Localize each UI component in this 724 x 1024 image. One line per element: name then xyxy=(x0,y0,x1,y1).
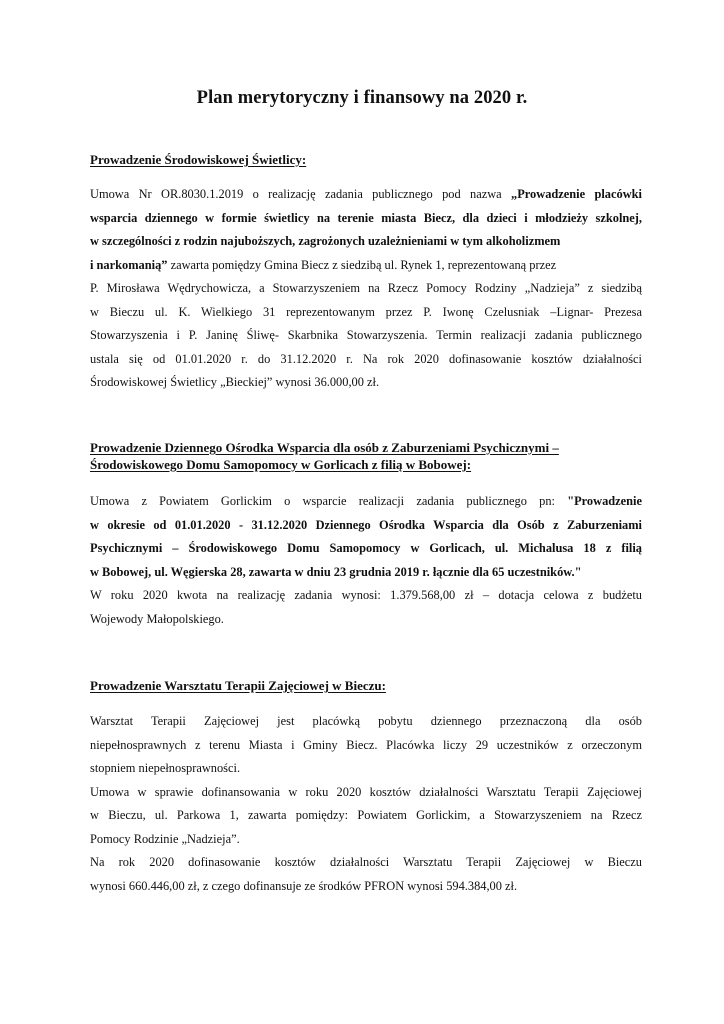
paragraph-line: w okresie od 01.01.2020 - 31.12.2020 Dziennego Ośrodka Wsparcia dla Osób z Zaburzeniami xyxy=(90,517,642,532)
paragraph-line: w szczególności z rodzin najuboższych, zagrożonych uzależnieniami w tym alkoholizmem xyxy=(90,234,561,248)
section-body-swietlica xyxy=(90,183,642,395)
paragraph-line: wsparcia dziennego w formie świetlicy na terenie miasta Biecz, dla dzieci i młodzieży szkolnej, xyxy=(90,210,642,225)
section-heading-warsztat: Prowadzenie Warsztatu Terapii Zajęciowej w Bieczu: xyxy=(90,678,386,693)
paragraph-line: Na rok 2020 dofinasowanie kosztów działalności Warsztatu Terapii Zajęciowej w Bieczu xyxy=(90,855,642,869)
paragraph-line: wynosi 660.446,00 zł, z czego dofinansuje ze środków PFRON wynosi 594.384,00 zł. xyxy=(90,878,518,893)
paragraph-line: Wojewody Małopolskiego. xyxy=(90,611,224,626)
paragraph-line: niepełnosprawnych z terenu Miasta i Gminy Biecz. Placówka liczy 29 uczestników z orzeczonym xyxy=(90,737,642,752)
paragraph-line: Umowa z Powiatem Gorlickim o wsparcie realizacji zadania publicznego pn: "Prowadzenie xyxy=(90,494,642,508)
paragraph-line: Umowa Nr OR.8030.1.2019 o realizację zadania publicznego pod nazwa „Prowadzenie placówki xyxy=(90,187,642,201)
section-body-warsztat xyxy=(90,710,642,898)
section-heading-osrodek-line1: Prowadzenie Dziennego Ośrodka Wsparcia dla osób z Zaburzeniami Psychicznymi – xyxy=(90,440,559,455)
paragraph-line: Warsztat Terapii Zajęciowej jest placówką pobytu dziennego przeznaczoną dla osób xyxy=(90,714,642,728)
paragraph-line: w Bieczu, ul. Parkowa 1, zawarta pomiędzy: Powiatem Gorlickim, a Stowarzyszeniem na Rzecz xyxy=(90,808,642,822)
paragraph-line: ustala się od 01.01.2020 r. do 31.12.2020 r. Na rok 2020 dofinasowanie kosztów działalności xyxy=(90,351,642,366)
paragraph-line: Środowiskowej Świetlicy „Bieckiej” wynosi 36.000,00 zł. xyxy=(90,375,380,389)
paragraph-line: w Bieczu ul. K. Wielkiego 31 reprezentowanym przez P. Iwonę Czelusniak –Lignar- Prezesa xyxy=(90,304,642,319)
paragraph-line: P. Mirosława Wędrychowicza, a Stowarzyszeniem na Rzecz Pomocy Rodziny „Nadzieja” z siedzibą xyxy=(90,281,642,295)
paragraph-line: Umowa w sprawie dofinansowania w roku 2020 kosztów działalności Warsztatu Terapii Zajęciowej xyxy=(90,784,642,799)
paragraph-line: W roku 2020 kwota na realizację zadania wynosi: 1.379.568,00 zł – dotacja celowa z budżetu xyxy=(90,588,642,602)
section-heading-osrodek-line2: Środowiskowego Domu Samopomocy w Gorlicach z filią w Bobowej: xyxy=(90,457,472,472)
paragraph-line: i narkomanią” zawarta pomiędzy Gmina Biecz z siedzibą ul. Rynek 1, reprezentowaną przez xyxy=(90,257,557,272)
paragraph-line: Stowarzyszenia i P. Janinę Śliwę- Skarbnika Stowarzyszenia. Termin realizacji zadania publicznego xyxy=(90,328,642,342)
paragraph-line: w Bobowej, ul. Węgierska 28, zawarta w dniu 23 grudnia 2019 r. łącznie dla 65 uczestników." xyxy=(90,564,582,579)
paragraph-line: Psychicznymi – Środowiskowego Domu Samopomocy w Gorlicach, ul. Michalusa 18 z filią xyxy=(90,541,642,555)
document-title: Plan merytoryczny i finansowy na 2020 r. xyxy=(196,88,528,108)
section-heading-swietlica: Prowadzenie Środowiskowej Świetlicy: xyxy=(90,152,307,167)
paragraph-line: stopniem niepełnosprawności. xyxy=(90,761,241,775)
paragraph-line: Pomocy Rodzinie „Nadzieja”. xyxy=(90,831,240,846)
section-body-osrodek xyxy=(90,490,642,631)
